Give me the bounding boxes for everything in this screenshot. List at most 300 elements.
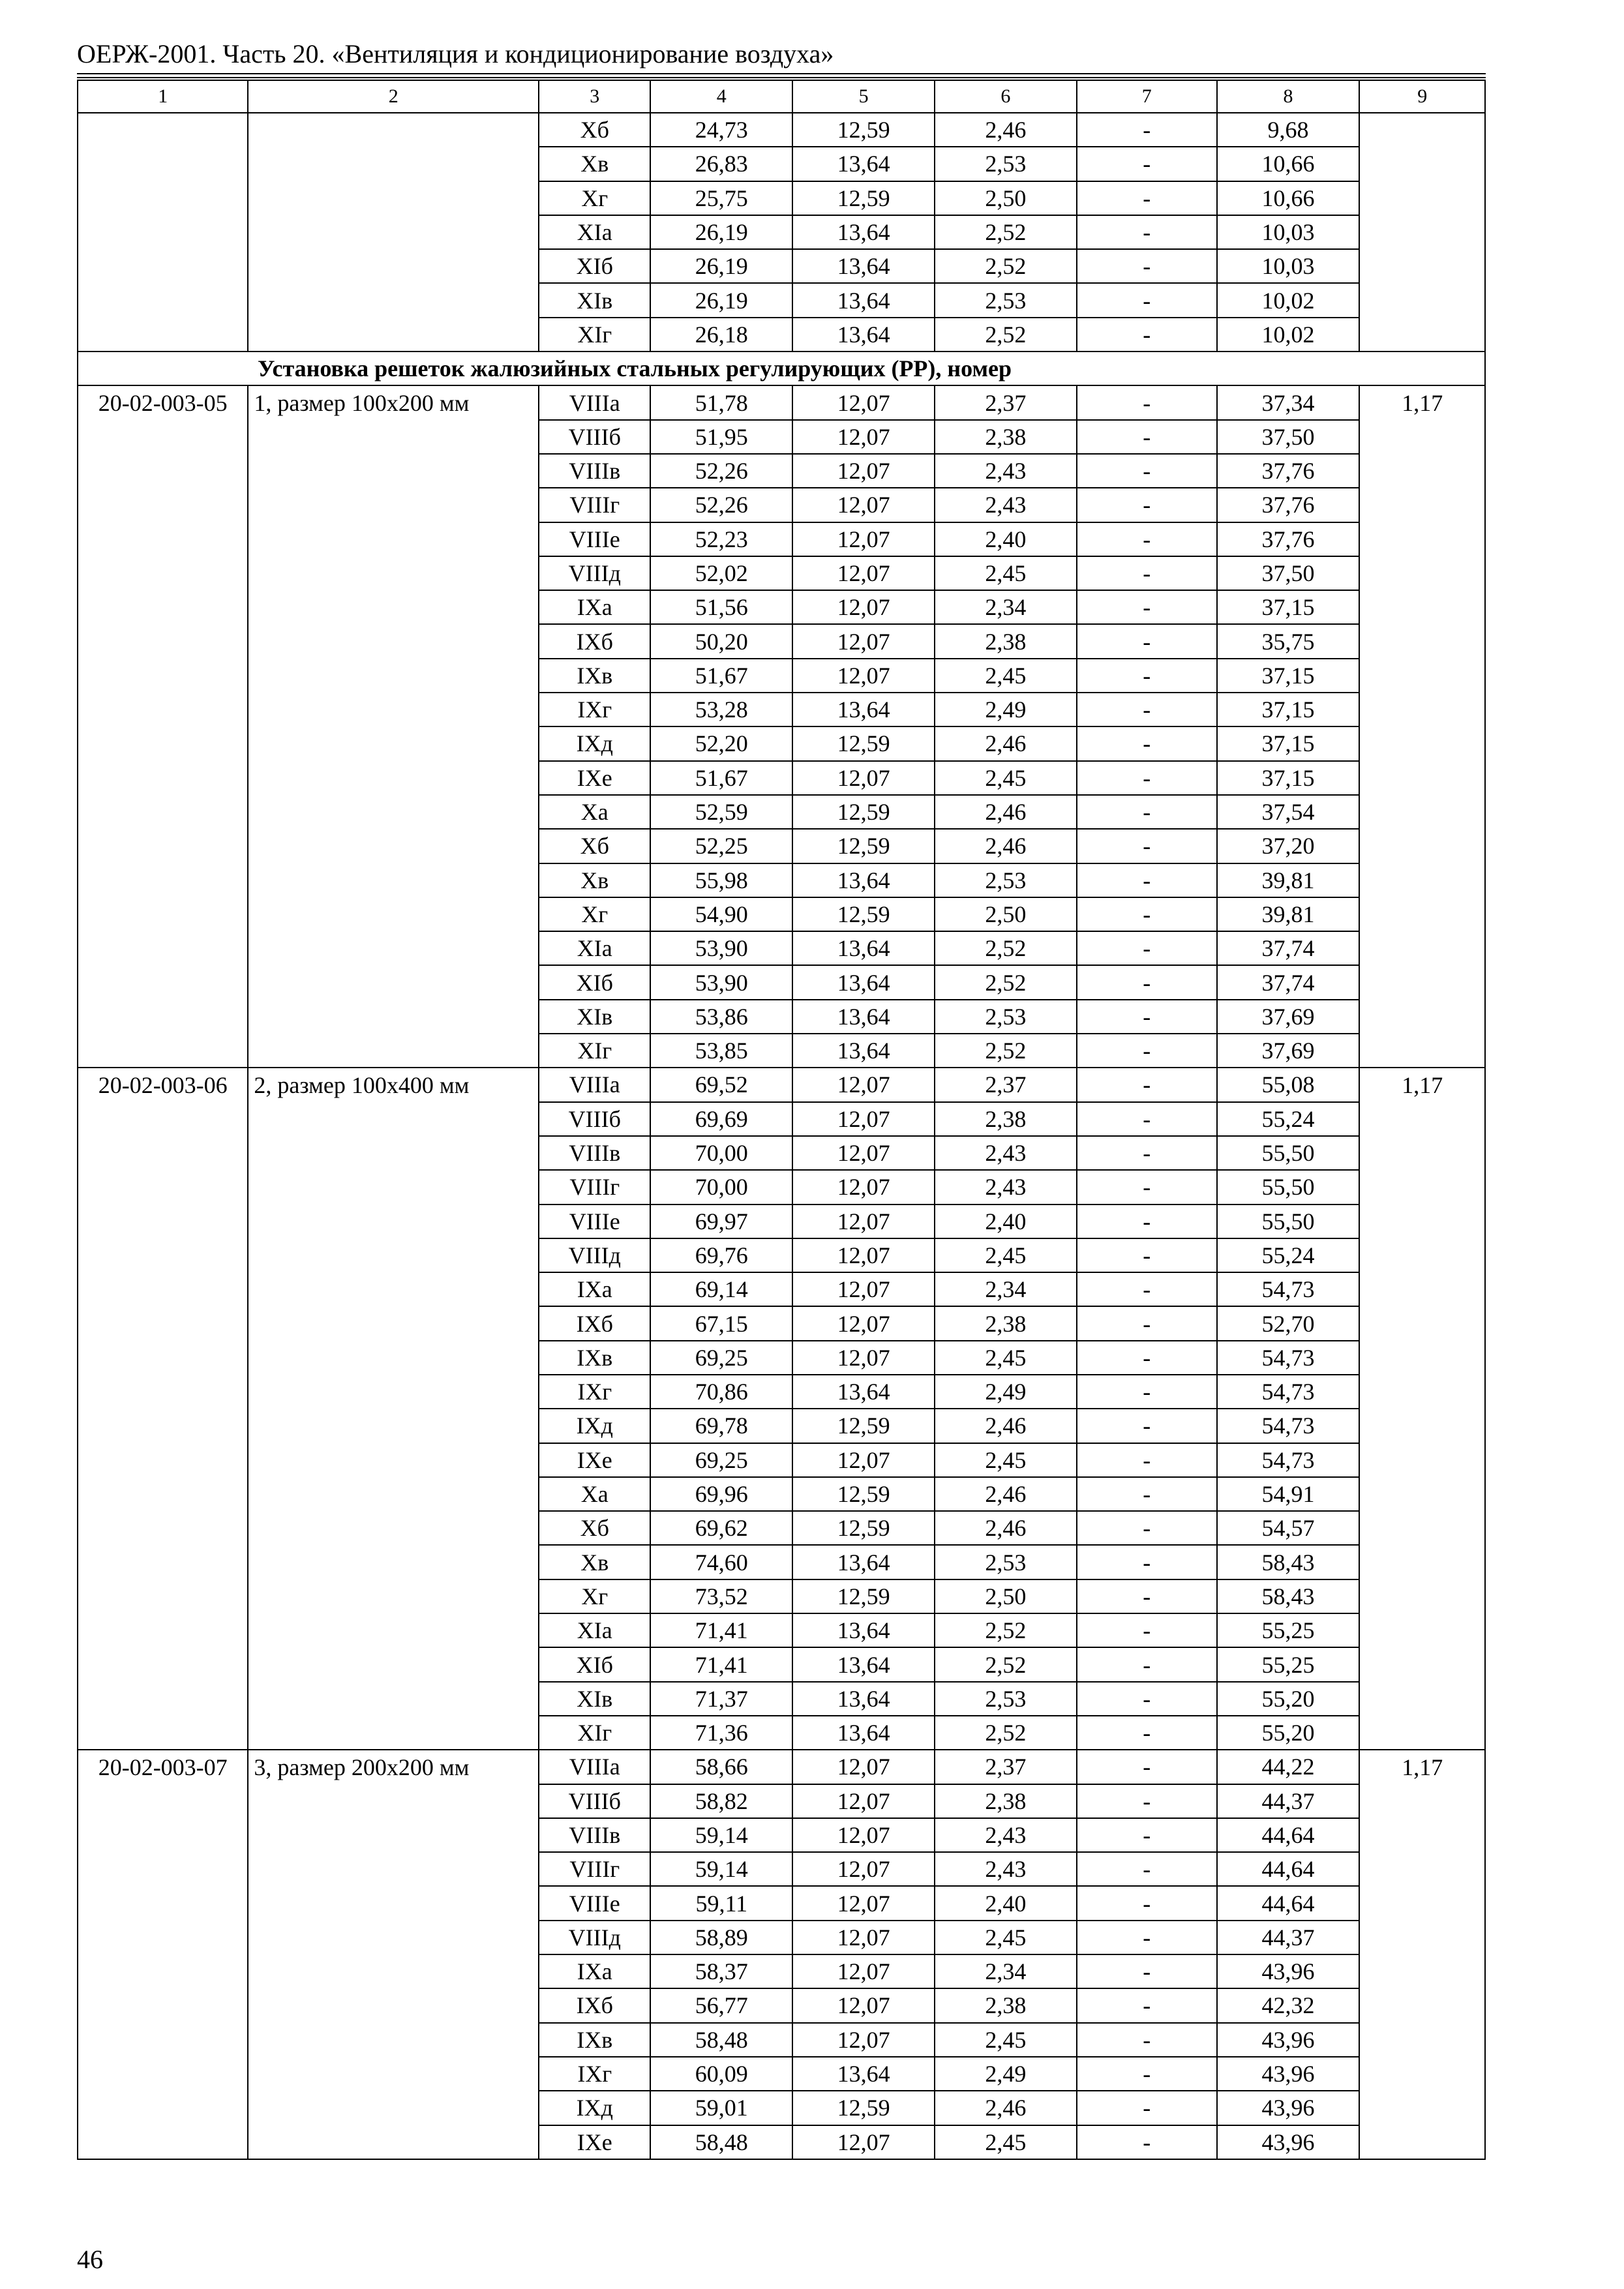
value-cell: 13,64 (792, 931, 935, 965)
value-cell: 12,07 (792, 2125, 935, 2159)
value-cell: - (1077, 2091, 1217, 2125)
value-cell: 12,07 (792, 1443, 935, 1477)
value-cell: - (1077, 1102, 1217, 1136)
value-cell: - (1077, 863, 1217, 897)
value-cell: 12,07 (792, 1852, 935, 1886)
value-cell: 12,07 (792, 624, 935, 658)
zone-cell: Хг (539, 897, 650, 931)
value-cell: - (1077, 1545, 1217, 1579)
value-cell: 37,50 (1217, 420, 1360, 454)
column-number: 7 (1077, 80, 1217, 113)
zone-cell: VIIIв (539, 454, 650, 488)
value-cell: 43,96 (1217, 2023, 1360, 2057)
value-cell: 58,48 (650, 2023, 792, 2057)
value-cell: - (1077, 1682, 1217, 1716)
value-cell: - (1077, 1988, 1217, 2022)
value-cell: 2,52 (935, 931, 1077, 965)
value-cell: 37,76 (1217, 522, 1360, 556)
value-cell: 26,19 (650, 249, 792, 283)
value-cell: - (1077, 659, 1217, 693)
zone-cell: IXб (539, 1988, 650, 2022)
value-cell: 37,50 (1217, 556, 1360, 590)
value-cell: - (1077, 1034, 1217, 1068)
value-cell: 2,45 (935, 1238, 1077, 1272)
value-cell: 58,43 (1217, 1545, 1360, 1579)
value-cell: 60,09 (650, 2057, 792, 2091)
value-cell: - (1077, 726, 1217, 760)
zone-cell: Хб (539, 829, 650, 863)
value-cell: - (1077, 1511, 1217, 1545)
zone-cell: IXе (539, 1443, 650, 1477)
value-cell: 12,07 (792, 1886, 935, 1920)
value-cell: 71,41 (650, 1613, 792, 1647)
value-cell: - (1077, 522, 1217, 556)
value-cell: 71,37 (650, 1682, 792, 1716)
value-cell: 55,50 (1217, 1170, 1360, 1204)
value-cell: 13,64 (792, 1000, 935, 1034)
value-cell: 12,07 (792, 522, 935, 556)
value-cell: - (1077, 147, 1217, 181)
value-cell: 69,52 (650, 1068, 792, 1101)
value-cell: 12,07 (792, 1341, 935, 1375)
value-cell: 55,20 (1217, 1682, 1360, 1716)
zone-cell: Хв (539, 1545, 650, 1579)
value-cell: 2,43 (935, 1818, 1077, 1852)
zone-cell: VIIIг (539, 1852, 650, 1886)
section-title: Установка решеток жалюзийных стальных регулирующих (РР), номер (78, 352, 1485, 385)
value-cell: 12,07 (792, 1204, 935, 1238)
value-cell: 2,37 (935, 1068, 1077, 1101)
value-cell: 2,45 (935, 659, 1077, 693)
value-cell: 52,70 (1217, 1306, 1360, 1340)
zone-cell: XIа (539, 931, 650, 965)
value-cell: 13,64 (792, 318, 935, 352)
value-cell: 52,59 (650, 795, 792, 829)
value-cell: - (1077, 624, 1217, 658)
column-number: 9 (1359, 80, 1485, 113)
value-cell: 2,37 (935, 385, 1077, 419)
value-cell: 12,07 (792, 1102, 935, 1136)
value-cell: 2,38 (935, 624, 1077, 658)
value-cell: - (1077, 1750, 1217, 1784)
value-cell: 2,38 (935, 1784, 1077, 1818)
value-cell: 2,45 (935, 2023, 1077, 2057)
value-cell: - (1077, 2023, 1217, 2057)
value-cell: 2,45 (935, 761, 1077, 795)
zone-cell: IXд (539, 2091, 650, 2125)
value-cell: 69,25 (650, 1341, 792, 1375)
column-number: 6 (935, 80, 1077, 113)
item-coefficient: 1,17 (1359, 385, 1485, 1068)
item-coefficient: 1,17 (1359, 1068, 1485, 1750)
value-cell: 12,59 (792, 795, 935, 829)
zone-cell: VIIIд (539, 556, 650, 590)
value-cell: 54,91 (1217, 1477, 1360, 1511)
value-cell: - (1077, 590, 1217, 624)
value-cell: 37,69 (1217, 1034, 1360, 1068)
zone-cell: IXд (539, 1409, 650, 1443)
value-cell: 13,64 (792, 147, 935, 181)
value-cell: 53,85 (650, 1034, 792, 1068)
zone-cell: IXа (539, 1954, 650, 1988)
zone-cell: VIIIб (539, 1784, 650, 1818)
value-cell: 37,74 (1217, 965, 1360, 999)
value-cell: 13,64 (792, 2057, 935, 2091)
page-header-title: ОЕРЖ-2001. Часть 20. «Вентиляция и кондиционирование воздуха» (77, 39, 834, 68)
zone-cell: Хв (539, 863, 650, 897)
value-cell: 55,20 (1217, 1716, 1360, 1750)
value-cell: 69,14 (650, 1272, 792, 1306)
value-cell: - (1077, 181, 1217, 215)
item-name: 1, размер 100х200 мм (248, 385, 539, 1068)
item-name: 3, размер 200х200 мм (248, 1750, 539, 2159)
value-cell: 2,52 (935, 249, 1077, 283)
value-cell: 58,37 (650, 1954, 792, 1988)
value-cell: 69,76 (650, 1238, 792, 1272)
value-cell: 51,67 (650, 659, 792, 693)
value-cell: 55,25 (1217, 1613, 1360, 1647)
value-cell: 51,95 (650, 420, 792, 454)
value-cell: - (1077, 1204, 1217, 1238)
zone-cell: XIг (539, 1034, 650, 1068)
value-cell: 37,20 (1217, 829, 1360, 863)
value-cell: 13,64 (792, 1375, 935, 1409)
value-cell: 51,67 (650, 761, 792, 795)
value-cell: 12,59 (792, 1579, 935, 1613)
value-cell: 37,54 (1217, 795, 1360, 829)
value-cell: 12,07 (792, 1272, 935, 1306)
value-cell: - (1077, 1000, 1217, 1034)
zone-cell: Хв (539, 147, 650, 181)
value-cell: - (1077, 1272, 1217, 1306)
item-code: 20-02-003-05 (78, 385, 248, 1068)
value-cell: - (1077, 931, 1217, 965)
value-cell: 12,07 (792, 1784, 935, 1818)
value-cell: 12,07 (792, 1068, 935, 1101)
value-cell: 12,07 (792, 1136, 935, 1170)
zone-cell: VIIIд (539, 1238, 650, 1272)
value-cell: - (1077, 1647, 1217, 1681)
value-cell: 69,25 (650, 1443, 792, 1477)
zone-cell: XIа (539, 215, 650, 249)
value-cell: 2,46 (935, 2091, 1077, 2125)
column-number: 1 (78, 80, 248, 113)
value-cell: - (1077, 1238, 1217, 1272)
value-cell: - (1077, 1170, 1217, 1204)
value-cell: - (1077, 556, 1217, 590)
value-cell: - (1077, 795, 1217, 829)
value-cell: 12,07 (792, 1170, 935, 1204)
value-cell: 2,40 (935, 1886, 1077, 1920)
value-cell: 69,62 (650, 1511, 792, 1545)
value-cell: 58,82 (650, 1784, 792, 1818)
value-cell: 52,26 (650, 454, 792, 488)
value-cell: 55,25 (1217, 1647, 1360, 1681)
value-cell: 2,46 (935, 795, 1077, 829)
value-cell: 69,96 (650, 1477, 792, 1511)
value-cell: 73,52 (650, 1579, 792, 1613)
value-cell: 12,59 (792, 1477, 935, 1511)
rates-table (77, 80, 1486, 2160)
zone-cell: VIIIв (539, 1136, 650, 1170)
value-cell: 52,02 (650, 556, 792, 590)
value-cell: 13,64 (792, 965, 935, 999)
value-cell: 59,01 (650, 2091, 792, 2125)
value-cell: 58,43 (1217, 1579, 1360, 1613)
zone-cell: VIIIа (539, 385, 650, 419)
value-cell: 2,52 (935, 1034, 1077, 1068)
value-cell: 2,43 (935, 1136, 1077, 1170)
zone-cell: IXг (539, 2057, 650, 2091)
value-cell: 35,75 (1217, 624, 1360, 658)
value-cell: 2,52 (935, 318, 1077, 352)
value-cell: 12,07 (792, 556, 935, 590)
zone-cell: Ха (539, 1477, 650, 1511)
zone-cell: XIг (539, 318, 650, 352)
value-cell: 12,59 (792, 726, 935, 760)
value-cell: 74,60 (650, 1545, 792, 1579)
value-cell: - (1077, 1341, 1217, 1375)
value-cell: 2,38 (935, 420, 1077, 454)
value-cell: 13,64 (792, 863, 935, 897)
zone-cell: VIIIб (539, 420, 650, 454)
zone-cell: XIв (539, 1000, 650, 1034)
value-cell: 55,50 (1217, 1136, 1360, 1170)
value-cell: - (1077, 113, 1217, 147)
value-cell: 51,78 (650, 385, 792, 419)
value-cell: 2,52 (935, 1716, 1077, 1750)
value-cell: 59,14 (650, 1818, 792, 1852)
value-cell: 43,96 (1217, 2091, 1360, 2125)
zone-cell: IXд (539, 726, 650, 760)
value-cell: 2,46 (935, 726, 1077, 760)
value-cell: 13,64 (792, 215, 935, 249)
value-cell: 37,15 (1217, 659, 1360, 693)
value-cell: 12,59 (792, 1511, 935, 1545)
zone-cell: IXг (539, 1375, 650, 1409)
value-cell: 53,28 (650, 693, 792, 726)
value-cell: 37,15 (1217, 726, 1360, 760)
value-cell: 55,24 (1217, 1238, 1360, 1272)
value-cell: 2,53 (935, 147, 1077, 181)
value-cell: 2,38 (935, 1102, 1077, 1136)
value-cell: 39,81 (1217, 897, 1360, 931)
value-cell: 12,07 (792, 761, 935, 795)
zone-cell: IXе (539, 761, 650, 795)
zone-cell: IXв (539, 1341, 650, 1375)
value-cell: 26,19 (650, 215, 792, 249)
value-cell: - (1077, 283, 1217, 317)
value-cell: 52,23 (650, 522, 792, 556)
value-cell: 44,37 (1217, 1921, 1360, 1954)
value-cell: 2,43 (935, 1170, 1077, 1204)
value-cell: 10,02 (1217, 318, 1360, 352)
value-cell: - (1077, 1886, 1217, 1920)
value-cell: 70,00 (650, 1170, 792, 1204)
value-cell: 2,46 (935, 1477, 1077, 1511)
coefficient-cell (1359, 113, 1485, 352)
value-cell: 2,50 (935, 181, 1077, 215)
value-cell: 44,37 (1217, 1784, 1360, 1818)
value-cell: 13,64 (792, 249, 935, 283)
value-cell: - (1077, 420, 1217, 454)
value-cell: 2,53 (935, 863, 1077, 897)
value-cell: 12,07 (792, 420, 935, 454)
zone-cell: VIIIе (539, 522, 650, 556)
value-cell: 2,34 (935, 1272, 1077, 1306)
value-cell: 10,03 (1217, 249, 1360, 283)
value-cell: 54,73 (1217, 1272, 1360, 1306)
value-cell: 12,07 (792, 1954, 935, 1988)
column-number: 4 (650, 80, 792, 113)
table-row (78, 113, 1485, 147)
value-cell: 70,86 (650, 1375, 792, 1409)
value-cell: 2,34 (935, 590, 1077, 624)
column-number: 5 (792, 80, 935, 113)
value-cell: 2,46 (935, 113, 1077, 147)
value-cell: 13,64 (792, 1545, 935, 1579)
zone-cell: VIIIд (539, 1921, 650, 1954)
value-cell: 13,64 (792, 1613, 935, 1647)
value-cell: 69,97 (650, 1204, 792, 1238)
name-cell (248, 113, 539, 352)
zone-cell: IXа (539, 1272, 650, 1306)
value-cell: 2,45 (935, 1921, 1077, 1954)
value-cell: - (1077, 1921, 1217, 1954)
value-cell: 53,90 (650, 931, 792, 965)
value-cell: 2,50 (935, 897, 1077, 931)
value-cell: - (1077, 1613, 1217, 1647)
value-cell: 44,64 (1217, 1818, 1360, 1852)
value-cell: - (1077, 215, 1217, 249)
value-cell: 12,59 (792, 2091, 935, 2125)
value-cell: 2,53 (935, 1682, 1077, 1716)
value-cell: - (1077, 1579, 1217, 1613)
value-cell: 52,25 (650, 829, 792, 863)
value-cell: 2,34 (935, 1954, 1077, 1988)
column-number-row (78, 80, 1485, 113)
value-cell: 13,64 (792, 1716, 935, 1750)
zone-cell: XIб (539, 965, 650, 999)
value-cell: 2,49 (935, 693, 1077, 726)
value-cell: 2,40 (935, 1204, 1077, 1238)
value-cell: 2,46 (935, 829, 1077, 863)
value-cell: - (1077, 1852, 1217, 1886)
value-cell: 12,59 (792, 1409, 935, 1443)
column-number: 2 (248, 80, 539, 113)
value-cell: 2,37 (935, 1750, 1077, 1784)
value-cell: 12,07 (792, 1306, 935, 1340)
value-cell: 58,89 (650, 1921, 792, 1954)
value-cell: - (1077, 249, 1217, 283)
value-cell: 44,64 (1217, 1852, 1360, 1886)
zone-cell: Ха (539, 795, 650, 829)
value-cell: 10,66 (1217, 147, 1360, 181)
zone-cell: Хг (539, 1579, 650, 1613)
value-cell: 54,73 (1217, 1341, 1360, 1375)
value-cell: 24,73 (650, 113, 792, 147)
value-cell: 55,98 (650, 863, 792, 897)
zone-cell: VIIIа (539, 1750, 650, 1784)
value-cell: - (1077, 2125, 1217, 2159)
value-cell: 12,07 (792, 385, 935, 419)
value-cell: 12,59 (792, 113, 935, 147)
section-row (78, 352, 1485, 385)
value-cell: 2,53 (935, 283, 1077, 317)
value-cell: 37,34 (1217, 385, 1360, 419)
value-cell: 43,96 (1217, 1954, 1360, 1988)
zone-cell: Хг (539, 181, 650, 215)
value-cell: 2,52 (935, 1647, 1077, 1681)
value-cell: 26,19 (650, 283, 792, 317)
value-cell: 13,64 (792, 1682, 935, 1716)
value-cell: 25,75 (650, 181, 792, 215)
zone-cell: IXа (539, 590, 650, 624)
zone-cell: XIб (539, 1647, 650, 1681)
zone-cell: IXб (539, 624, 650, 658)
value-cell: 2,52 (935, 965, 1077, 999)
value-cell: 12,07 (792, 2023, 935, 2057)
value-cell: 59,11 (650, 1886, 792, 1920)
value-cell: 2,43 (935, 454, 1077, 488)
value-cell: 37,74 (1217, 931, 1360, 965)
value-cell: 52,20 (650, 726, 792, 760)
value-cell: - (1077, 1716, 1217, 1750)
value-cell: 2,46 (935, 1409, 1077, 1443)
value-cell: 55,50 (1217, 1204, 1360, 1238)
value-cell: 69,69 (650, 1102, 792, 1136)
value-cell: 70,00 (650, 1136, 792, 1170)
zone-cell: XIг (539, 1716, 650, 1750)
value-cell: - (1077, 965, 1217, 999)
value-cell: 12,07 (792, 1921, 935, 1954)
value-cell: - (1077, 2057, 1217, 2091)
value-cell: 12,07 (792, 1238, 935, 1272)
value-cell: 9,68 (1217, 113, 1360, 147)
item-name: 2, размер 100х400 мм (248, 1068, 539, 1750)
value-cell: - (1077, 1306, 1217, 1340)
value-cell: 37,76 (1217, 488, 1360, 522)
value-cell: - (1077, 1477, 1217, 1511)
value-cell: - (1077, 829, 1217, 863)
value-cell: 12,07 (792, 590, 935, 624)
value-cell: - (1077, 761, 1217, 795)
value-cell: 2,45 (935, 556, 1077, 590)
value-cell: - (1077, 693, 1217, 726)
zone-cell: IXе (539, 2125, 650, 2159)
page-number: 46 (77, 2245, 103, 2274)
value-cell: 52,26 (650, 488, 792, 522)
value-cell: 71,36 (650, 1716, 792, 1750)
value-cell: - (1077, 1136, 1217, 1170)
zone-cell: VIIIг (539, 1170, 650, 1204)
value-cell: 2,40 (935, 522, 1077, 556)
value-cell: - (1077, 454, 1217, 488)
zone-cell: XIв (539, 283, 650, 317)
value-cell: 43,96 (1217, 2057, 1360, 2091)
value-cell: 37,69 (1217, 1000, 1360, 1034)
value-cell: - (1077, 385, 1217, 419)
value-cell: - (1077, 1375, 1217, 1409)
item-code: 20-02-003-06 (78, 1068, 248, 1750)
header-rule (77, 73, 1486, 74)
value-cell: 2,45 (935, 1443, 1077, 1477)
value-cell: - (1077, 1818, 1217, 1852)
value-cell: 13,64 (792, 693, 935, 726)
value-cell: 2,43 (935, 1852, 1077, 1886)
value-cell: 2,43 (935, 488, 1077, 522)
value-cell: 37,15 (1217, 590, 1360, 624)
